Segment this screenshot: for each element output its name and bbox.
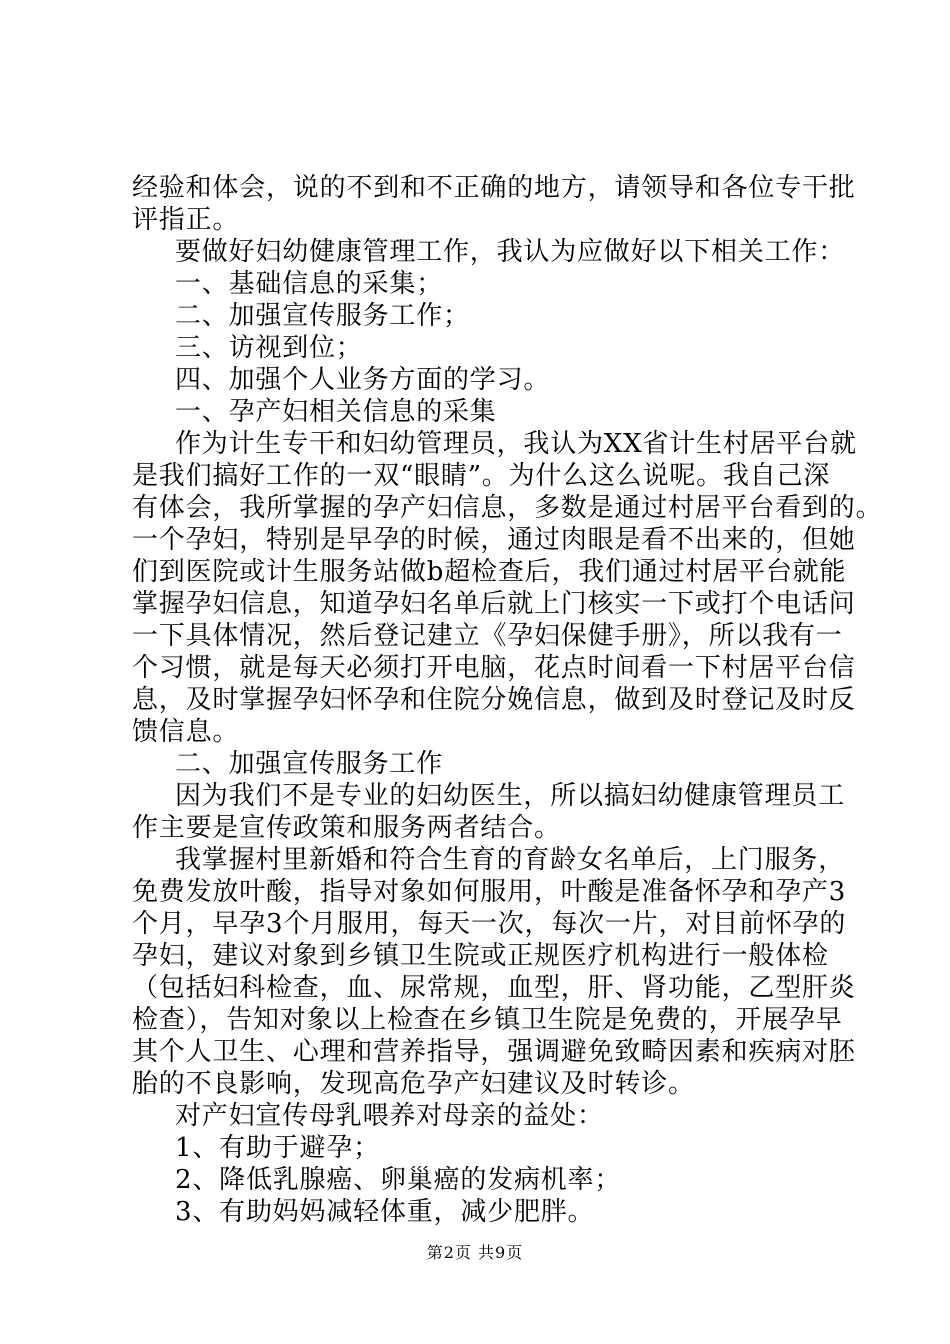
- document-line: 一个孕妇，特别是早孕的时候，通过肉眼是看不出来的，但她: [132, 525, 856, 555]
- document-line: 作为计生专干和妇幼管理员，我认为XX省计生村居平台就: [175, 429, 857, 459]
- document-line: 个月，早孕3个月服用，每天一次，每次一片，对目前怀孕的: [132, 909, 847, 939]
- document-line: 二、加强宣传服务工作；: [175, 301, 470, 331]
- document-line: 掌握孕妇信息，知道孕妇名单后就上门核实一下或打个电话问: [132, 589, 856, 619]
- document-line: 孕妇，建议对象到乡镇卫生院或正规医疗机构进行一般体检: [132, 941, 829, 971]
- document-line: 检查），告知对象以上检查在乡镇卫生院是免费的，开展孕早: [132, 1005, 843, 1035]
- document-line: 有体会，我所掌握的孕产妇信息，多数是通过村居平台看到的。: [132, 493, 883, 523]
- document-line: 1、有助于避孕；: [175, 1133, 380, 1163]
- document-line: 要做好妇幼健康管理工作，我认为应做好以下相关工作：: [175, 237, 846, 267]
- document-line: 对产妇宣传母乳喂养对母亲的益处：: [175, 1101, 604, 1131]
- document-line: 经验和体会，说的不到和不正确的地方，请领导和各位专干批: [132, 173, 856, 203]
- document-line: 我掌握村里新婚和符合生育的育龄女名单后，上门服务，: [175, 845, 846, 875]
- document-line: 二、加强宣传服务工作: [175, 749, 444, 779]
- document-line: 评指正。: [132, 205, 240, 235]
- document-line: 是我们搞好工作的一双“眼睛”。为什么这么说呢。我自己深: [132, 461, 831, 491]
- document-line: 其个人卫生、心理和营养指导，强调避免致畸因素和疾病对胚: [132, 1037, 856, 1067]
- document-line: 馈信息。: [132, 717, 240, 747]
- document-line: 一、基础信息的采集；: [175, 269, 444, 299]
- document-line: 免费发放叶酸，指导对象如何服用，叶酸是准备怀孕和孕产3: [132, 877, 847, 907]
- document-line: 胎的不良影响，发现高危孕产妇建议及时转诊。: [132, 1069, 695, 1099]
- document-line: 三、访视到位；: [175, 333, 363, 363]
- document-line: （包括妇科检查，血、尿常规，血型，肝、肾功能，乙型肝炎: [132, 973, 856, 1003]
- page-footer: 第2页 共9页: [426, 1243, 524, 1262]
- document-line: 2、降低乳腺癌、卵巢癌的发病机率；: [175, 1165, 622, 1195]
- document-line: 作主要是宣传政策和服务两者结合。: [132, 813, 561, 843]
- document-line: 们到医院或计生服务站做b超检查后，我们通过村居平台就能: [132, 557, 847, 587]
- document-line: 四、加强个人业务方面的学习。: [175, 365, 551, 395]
- document-body: [132, 172, 883, 1228]
- document-line: 因为我们不是专业的妇幼医生，所以搞妇幼健康管理员工: [175, 781, 846, 811]
- document-line: 一下具体情况，然后登记建立《孕妇保健手册》，所以我有一: [132, 621, 843, 651]
- document-line: 息，及时掌握孕妇怀孕和住院分娩信息，做到及时登记及时反: [132, 685, 856, 715]
- document-line: 3、有助妈妈减轻体重，减少肥胖。: [175, 1197, 595, 1227]
- document-line: 一、孕产妇相关信息的采集: [175, 397, 497, 427]
- document-line: 个习惯，就是每天必须打开电脑，花点时间看一下村居平台信: [132, 653, 856, 683]
